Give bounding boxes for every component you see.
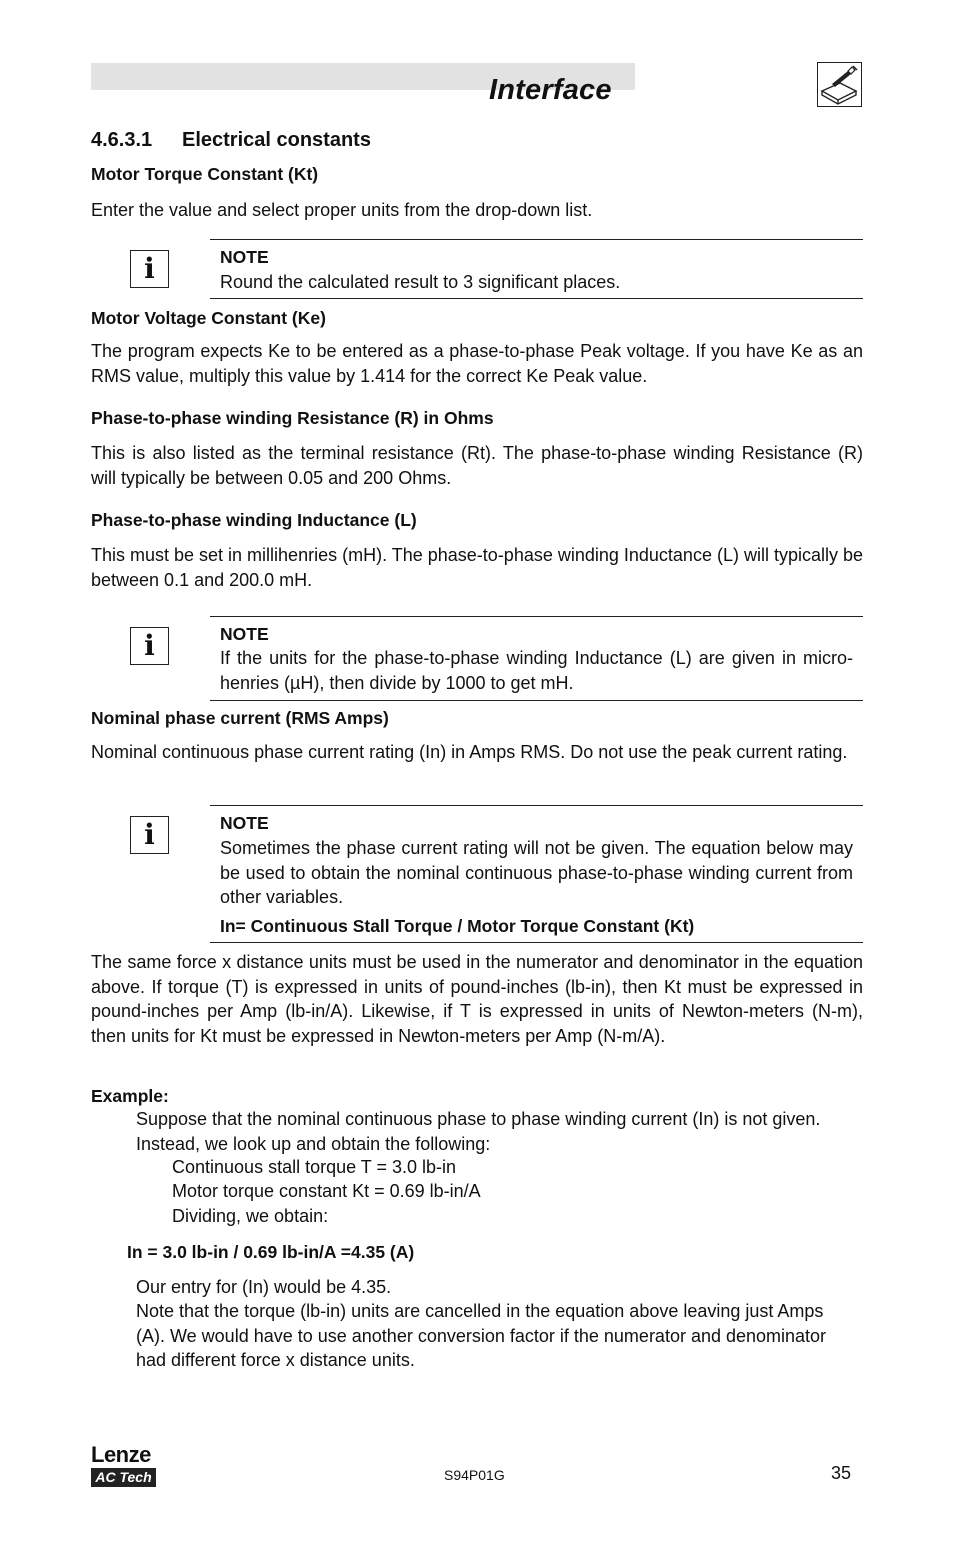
note-text: If the units for the phase-to-phase winding Inductance (L) are given in micro-henries (µH), then divide by 1000 to get mH. (220, 648, 853, 693)
lenze-logo: Lenze (91, 1442, 151, 1467)
current-formula: In= Continuous Stall Torque / Motor Torque Constant (Kt) (220, 916, 695, 936)
pencil-book-icon (817, 62, 862, 107)
note-label: NOTE (220, 247, 269, 267)
inductance-text: This must be set in millihenries (mH). The phase-to-phase winding Inductance (L) will typically be between 0.1 and 200.0 mH. (91, 545, 863, 590)
section-number: 4.6.3.1 (91, 129, 153, 151)
example-line: Motor torque constant Kt = 0.69 lb-in/A (172, 1181, 481, 1201)
example-entry: Our entry for (In) would be 4.35. (136, 1277, 392, 1297)
current-heading: Nominal phase current (RMS Amps) (91, 708, 389, 728)
info-icon: i (130, 627, 169, 665)
page-title: Interface (489, 74, 612, 106)
page-number: 35 (831, 1463, 852, 1483)
note-text: Sometimes the phase current rating will not be given. The equation below may be used to obtain the nominal continuous phase-to-phase winding current from other variables. (220, 838, 853, 907)
kt-heading: Motor Torque Constant (Kt) (91, 164, 319, 184)
example-line: Dividing, we obtain: (172, 1206, 329, 1226)
note-rule-top (210, 239, 863, 240)
note-text: Round the calculated result to 3 significant places. (220, 272, 621, 292)
resistance-heading: Phase-to-phase winding Resistance (R) in Ohms (91, 408, 494, 428)
info-icon: i (130, 250, 169, 288)
note-rule-top (210, 805, 863, 806)
section-title: Electrical constants (182, 129, 371, 151)
current-text: Nominal continuous phase current rating (In) in Amps RMS. Do not use the peak current rating. (91, 742, 848, 762)
units-paragraph: The same force x distance units must be used in the numerator and denominator in the equation above. If torque (T) is expressed in units of pound-inches (lb-in), then Kt must be expressed in pound-inches per Amp (lb-in/A). Likewise, if T is expressed in units of Newton-meters (N-m), then units for Kt must be expressed in Newton-meters per Amp (N-m/A). (91, 952, 863, 1046)
document-code: S94P01G (444, 1467, 505, 1483)
note-rule-bottom (210, 700, 863, 701)
ke-heading: Motor Voltage Constant (Ke) (91, 308, 326, 328)
note-label: NOTE (220, 813, 269, 833)
info-icon: i (130, 816, 169, 854)
inductance-heading: Phase-to-phase winding Inductance (L) (91, 510, 417, 530)
example-intro: Suppose that the nominal continuous phase to phase winding current (In) is not given. Instead, we look up and obtain the following: (136, 1109, 821, 1154)
ke-text: The program expects Ke to be entered as a phase-to-phase Peak voltage. If you have Ke as an RMS value, multiply this value by 1.414 for the correct Ke Peak value. (91, 341, 863, 386)
kt-text: Enter the value and select proper units from the drop-down list. (91, 200, 593, 220)
note-rule-bottom (210, 298, 863, 299)
note-rule-bottom (210, 942, 863, 943)
example-conclusion: Note that the torque (lb-in) units are cancelled in the equation above leaving just Amps (A). We would have to use another conversion factor if the numerator and denominator had different force x distance units. (136, 1301, 827, 1370)
example-formula: In = 3.0 lb-in / 0.69 lb-in/A =4.35 (A) (127, 1242, 415, 1262)
note-rule-top (210, 616, 863, 617)
example-line: Continuous stall torque T = 3.0 lb-in (172, 1157, 457, 1177)
resistance-text: This is also listed as the terminal resistance (Rt). The phase-to-phase winding Resistance (R) will typically be between 0.05 and 200 Ohms. (91, 443, 863, 488)
note-label: NOTE (220, 624, 269, 644)
example-heading: Example: (91, 1086, 169, 1106)
section-heading (91, 127, 371, 153)
actech-logo: AC Tech (91, 1468, 156, 1487)
